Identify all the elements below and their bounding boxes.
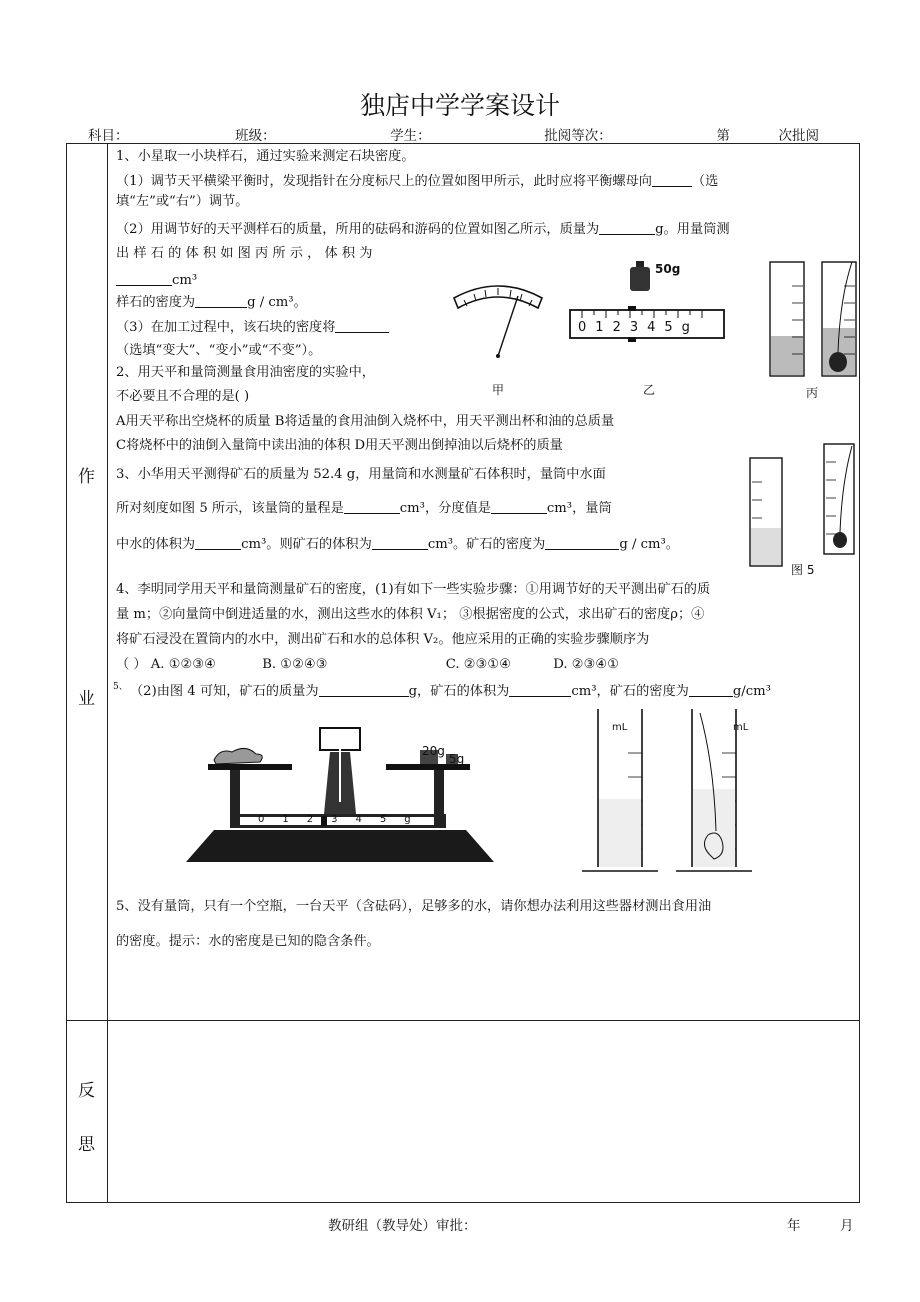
q1-line7: 样石的密度为 g / cm³。 (116, 295, 307, 310)
q1-answer-density[interactable] (195, 293, 247, 308)
q3-line1: 3、小华用天平测得矿石的质量为 52.4 g，用量筒和水测量矿石体积时，量筒中水面 (116, 467, 606, 482)
reflection-area[interactable] (108, 1022, 858, 1200)
grade-label: 批阅等次： (544, 128, 612, 144)
class-field[interactable] (276, 129, 358, 144)
figure5-label: 图 5 (791, 563, 815, 577)
subject-label: 科目： (88, 128, 129, 144)
q4-answer-paren[interactable]: （ ） (116, 657, 147, 672)
cyl1-unit: mL (612, 722, 628, 733)
q5a-answer-volume[interactable] (509, 682, 571, 697)
q1-line4: （2）用调节好的天平测样石的质量，所用的砝码和游码的位置如图乙所示，质量为 g。用量筒测 (116, 222, 730, 237)
weight-20g-label: 20g (422, 744, 445, 758)
q5-line1: 5、没有量筒，只有一个空瓶，一台天平（含砝码），足够多的水，请你想办法利用这些器材测出食用油 (116, 899, 712, 914)
figure-bing-label: 丙 (806, 386, 819, 400)
times-field[interactable] (730, 129, 764, 144)
grade-field[interactable] (612, 129, 692, 144)
q5a-answer-density[interactable] (689, 682, 733, 697)
q5a-line: （2)由图 4 可知，矿石的质量为 g，矿石的体积为 cm³，矿石的密度为 g/cm³ (130, 684, 771, 699)
q1-line3: 填“左”或“右”）调节。 (116, 194, 249, 209)
subject-field[interactable] (129, 129, 219, 144)
q3-line2: 所对刻度如图 5 所示，该量筒的量程是 cm³，分度值是 cm³，量筒 (116, 501, 612, 516)
q1-answer-mass[interactable] (599, 220, 655, 235)
q2-line2: 不必要且不合理的是( ) (116, 389, 250, 404)
class-label: 班级： (235, 128, 276, 144)
side-label-si: 思 (78, 1135, 95, 1155)
side-label-zuo: 作 (78, 467, 95, 487)
q1-line8: （3）在加工过程中，该石块的密度将 (116, 318, 389, 337)
q1-answer-change[interactable] (335, 318, 389, 333)
figure-jia-pointer-scale (448, 276, 548, 366)
q5-line2: 的密度。提示：水的密度是已知的隐含条件。 (116, 934, 380, 949)
page-title: 独店中学学案设计 (359, 91, 560, 120)
q3-answer-ore-density[interactable] (545, 535, 619, 550)
q1-line5: 出 样 石 的 体 积 如 图 丙 所 示 ， 体 积 为 (116, 246, 373, 261)
cyl2-unit: mL (733, 722, 749, 733)
q3-answer-division[interactable] (491, 499, 547, 514)
q4-line1: 4、李明同学用天平和量筒测量矿石的密度，(1)有如下一些实验步骤：①用调节好的天平测出矿石的质 (116, 582, 711, 597)
balance-illustration (180, 722, 500, 870)
figure-yi-label: 乙 (643, 383, 656, 397)
q4-line3: 将矿石浸没在置筒内的水中，测出矿石和水的总体积 V₂。他应采用的正确的实验步骤顺序为 (116, 632, 650, 647)
figure-bing-cylinders (766, 258, 862, 382)
q3-line3: 中水的体积为 cm³。则矿石的体积为 cm³。矿石的密度为 g / cm³。 (116, 537, 679, 552)
weight-50g-label: 50g (655, 262, 681, 276)
q1-line2: （1）调节天平横梁平衡时，发现指针在分度标尺上的位置如图甲所示，此时应将平衡螺母向 （选 (116, 174, 719, 189)
q2-line3: A用天平称出空烧杯的质量 B将适量的食用油倒入烧杯中，用天平测出杯和油的总质量 (116, 414, 615, 429)
q1-answer-direction[interactable] (652, 172, 692, 187)
footer-month: 月 (840, 1218, 854, 1234)
figure5-cylinders (746, 442, 856, 572)
scale-numbers: 012345g (578, 320, 699, 335)
q3-answer-range[interactable] (344, 499, 400, 514)
q1-answer-volume[interactable] (116, 271, 172, 286)
q1-line6: cm³ (116, 271, 197, 290)
q2-line1: 2、用天平和量筒测量食用油密度的实验中， (116, 365, 375, 380)
q4-line2: 量 m；②向量筒中倒进适量的水，测出这些水的体积 V₁； ③根据密度的公式，求出矿石的密度ρ；④ (116, 607, 705, 622)
q1-line1: 1、小星取一小块样石，通过实验来测定石块密度。 (116, 149, 415, 164)
q5a-num: 5、 (113, 682, 128, 692)
header-row (88, 124, 819, 144)
weight-5g-label: 5g (449, 752, 465, 766)
student-label: 学生： (390, 128, 431, 144)
balance-scale-numbers: 012345g (258, 814, 429, 825)
weight-50g-icon (628, 260, 652, 292)
q3-answer-ore-volume[interactable] (372, 535, 428, 550)
figure-jia-label: 甲 (492, 383, 505, 397)
footer-year: 年 (787, 1218, 801, 1234)
q1-line9: （选填“变大”、“变小”或“不变”）。 (116, 343, 322, 358)
q4-options: （ ） A. ①②③④ B. ①②④③ C. ②③①④ D. ②③④① (116, 657, 620, 672)
table-divider-horizontal (66, 1020, 859, 1021)
side-label-fan: 反 (78, 1081, 95, 1101)
side-label-ye: 业 (78, 689, 95, 709)
q3-answer-water-volume[interactable] (195, 535, 241, 550)
times-label: 次批阅 (778, 128, 819, 144)
di-label: 第 (716, 128, 730, 144)
footer-approval: 教研组（教导处）审批： (328, 1218, 477, 1234)
q5a-answer-mass[interactable] (319, 682, 409, 697)
student-field[interactable] (431, 129, 526, 144)
q2-line4: C将烧杯中的油倒入量筒中读出油的体积 D用天平测出倒掉油以后烧杯的质量 (116, 438, 563, 453)
